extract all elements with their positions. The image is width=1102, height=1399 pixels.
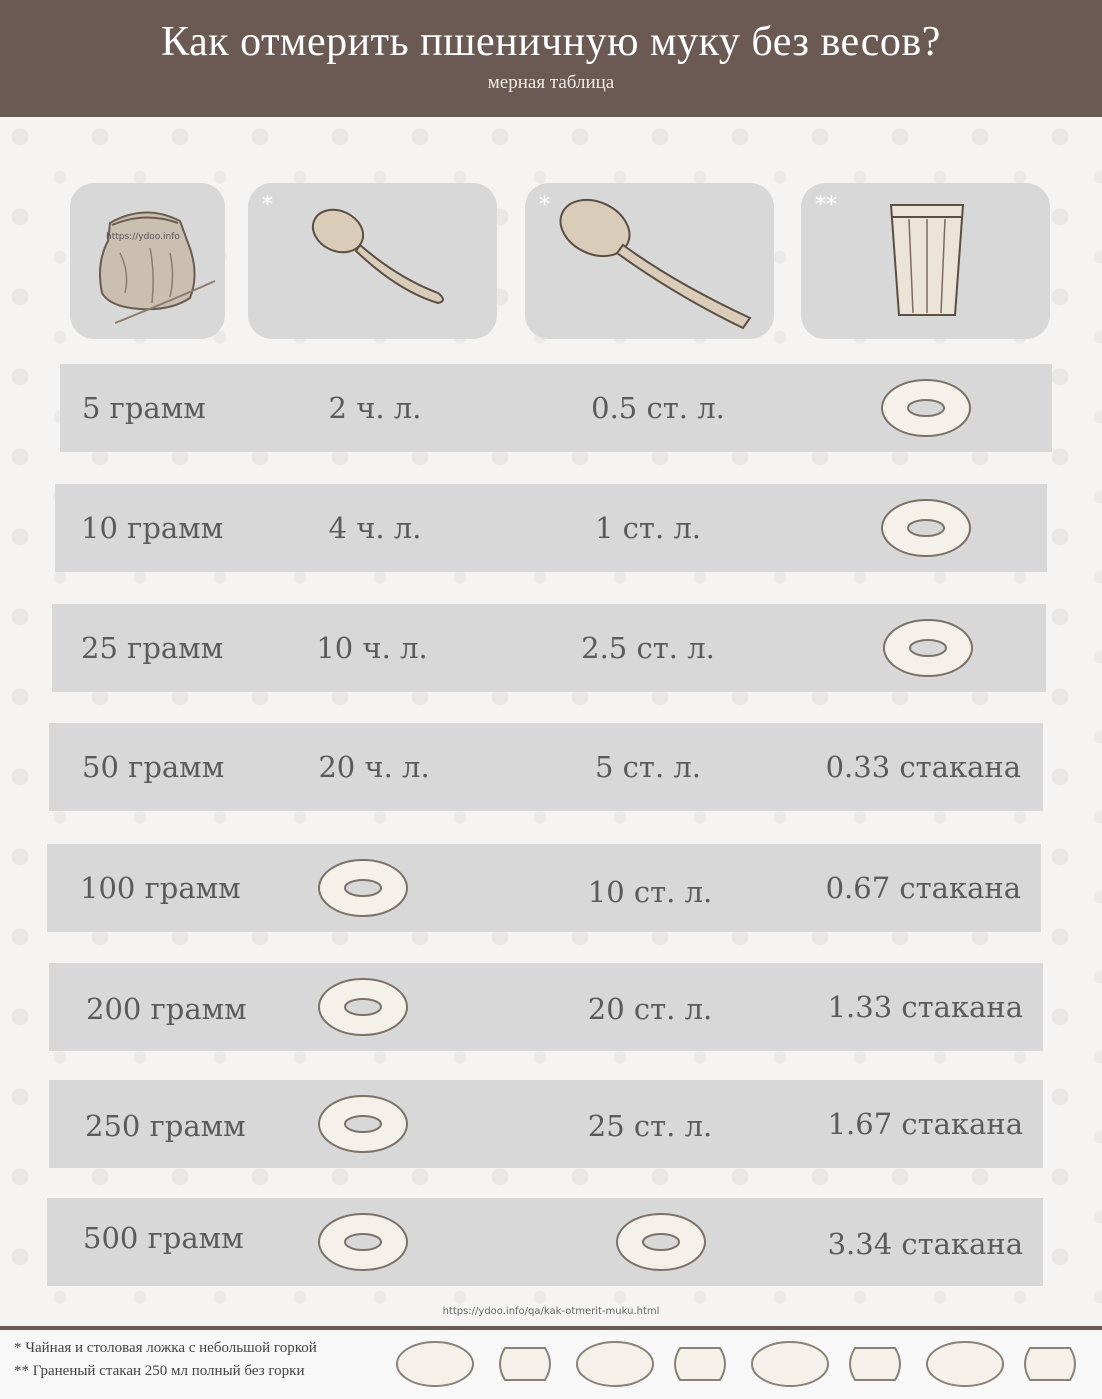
table-row	[49, 963, 1043, 1051]
footnote-marker: *	[262, 193, 273, 218]
grams-cell: 500 грамм	[83, 1221, 244, 1255]
page-header	[0, 0, 1102, 117]
grams-cell: 25 грамм	[81, 631, 224, 665]
grams-cell: 100 грамм	[80, 871, 241, 905]
table-row	[47, 844, 1041, 932]
watermark-text: https://ydoo.info	[106, 232, 180, 242]
table-row	[52, 604, 1046, 692]
footnote-glass: ** Граненый стакан 250 мл полный без горки	[14, 1363, 305, 1379]
grams-cell: 5 грамм	[82, 391, 206, 425]
footnote-spoons: * Чайная и столовая ложка с небольшой горкой	[14, 1340, 317, 1356]
teaspoon-cell: 4 ч. л.	[328, 511, 422, 545]
bagel-icon	[880, 498, 972, 558]
glass-icon	[801, 183, 1050, 339]
bagel-icon	[317, 1094, 409, 1154]
grams-cell: 200 грамм	[86, 992, 247, 1026]
grams-cell: 50 грамм	[82, 750, 225, 784]
bagel-icon	[317, 977, 409, 1037]
page-subtitle: мерная таблица	[487, 72, 615, 93]
bread-decoration-icon	[395, 1334, 1095, 1392]
glass-card	[801, 183, 1050, 339]
table-row	[49, 1080, 1043, 1168]
bagel-icon	[882, 618, 974, 678]
bagel-icon	[880, 378, 972, 438]
bagel-icon	[615, 1212, 707, 1272]
teaspoon-card	[248, 183, 497, 339]
tablespoon-cell: 25 ст. л.	[587, 1109, 713, 1143]
glass-cell: 0.67 стакана	[825, 871, 1021, 905]
tablespoon-cell: 20 ст. л.	[587, 992, 713, 1026]
footnote-marker: *	[539, 193, 550, 218]
table-row	[49, 723, 1043, 811]
teaspoon-cell: 20 ч. л.	[318, 750, 430, 784]
tablespoon-cell: 0.5 ст. л.	[591, 391, 725, 425]
flour-sack-icon	[70, 183, 225, 339]
source-url: https://ydoo.info/qa/kak-otmerit-muku.html	[442, 1306, 660, 1317]
page-title: Как отмерить пшеничную муку без весов?	[161, 19, 941, 65]
grams-cell: 250 грамм	[85, 1109, 246, 1143]
tablespoon-cell: 5 ст. л.	[594, 750, 702, 784]
flour-sack-card	[70, 183, 225, 339]
teaspoon-icon	[248, 183, 497, 339]
tablespoon-cell: 1 ст. л.	[594, 511, 702, 545]
table-row	[55, 484, 1047, 572]
bagel-icon	[317, 858, 409, 918]
teaspoon-cell: 10 ч. л.	[316, 631, 428, 665]
tablespoon-icon	[525, 183, 774, 339]
table-row	[60, 364, 1052, 452]
tablespoon-cell: 10 ст. л.	[587, 875, 713, 909]
tablespoon-cell: 2.5 ст. л.	[581, 631, 715, 665]
glass-cell: 0.33 стакана	[825, 750, 1021, 784]
glass-cell: 3.34 стакана	[827, 1227, 1023, 1261]
footnote-marker: **	[815, 193, 837, 218]
tablespoon-card	[525, 183, 774, 339]
glass-cell: 1.67 стакана	[827, 1107, 1023, 1141]
glass-cell: 1.33 стакана	[827, 990, 1023, 1024]
bagel-icon	[317, 1212, 409, 1272]
teaspoon-cell: 2 ч. л.	[328, 391, 422, 425]
footer	[0, 1326, 1102, 1399]
table-row	[47, 1198, 1043, 1286]
grams-cell: 10 грамм	[81, 511, 224, 545]
